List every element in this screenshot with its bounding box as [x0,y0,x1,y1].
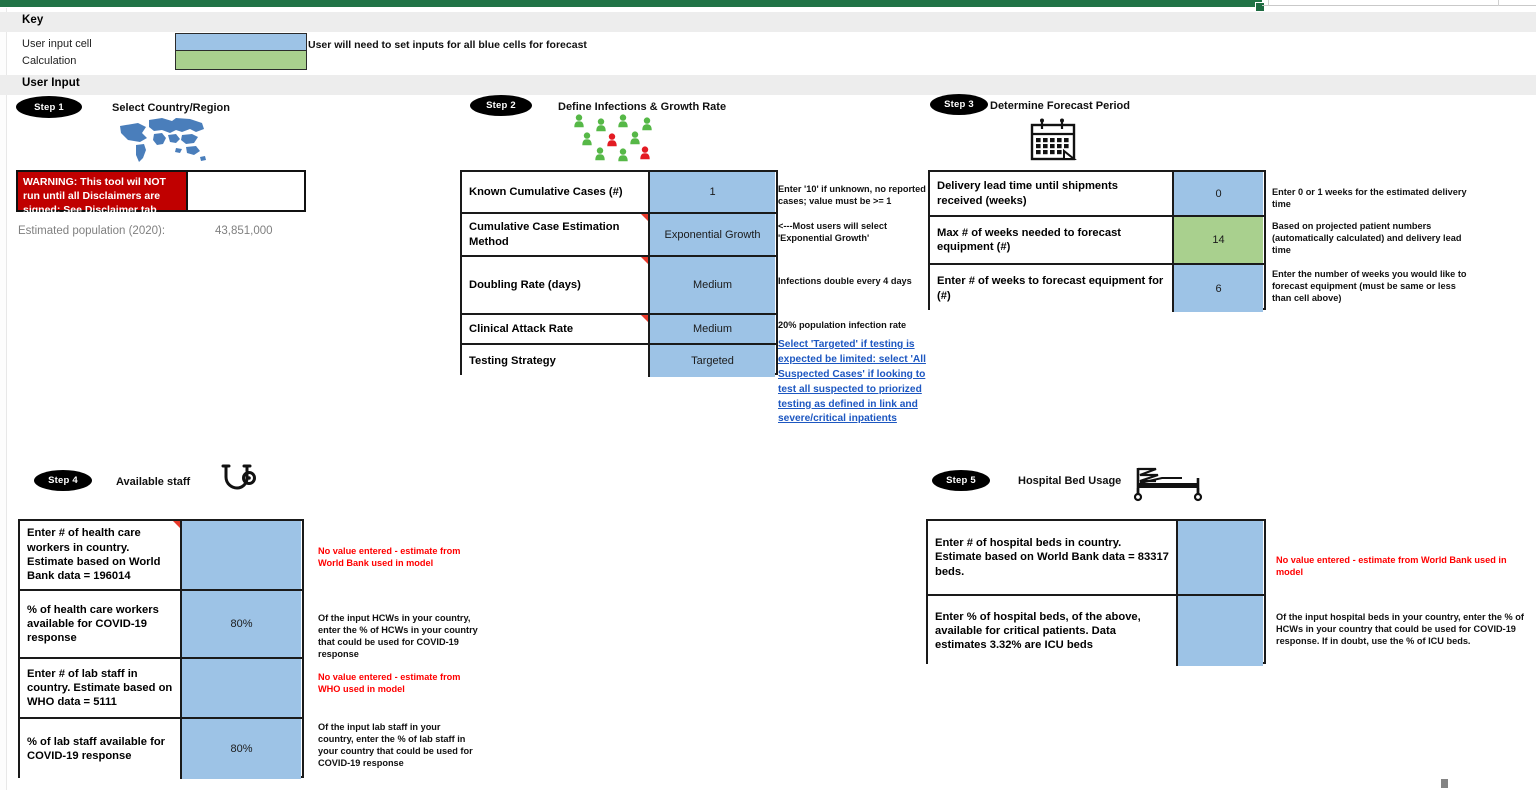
disclaimer-warning-text: WARNING: This tool wil NOT run until all Disclaimers are signed: See Disclaimer tab [18,172,186,210]
row-note: Enter '10' if unknown, no reported cases; value must be >= 1 [778,184,926,207]
row-note-link[interactable]: Select 'Targeted' if testing is expected be limited: select 'All Suspected Cases' if looking to test all suspected to priorized testing as defined in link and severe/critical inpatients [778,339,926,425]
step-2-pill[interactable] [470,95,532,116]
input-cell[interactable] [1178,596,1263,666]
row-note: Enter 0 or 1 weeks for the estimated delivery time [1272,187,1467,210]
step-3-pill[interactable] [930,94,988,115]
table-row [20,659,302,719]
key-note: User will need to set inputs for all blue cells for forecast [308,39,587,51]
step-2-input-table [460,170,778,375]
row-note: No value entered - estimate from World Bank used in model [318,546,461,569]
row-label: Enter # of health care workers in country. Estimate based on World Bank data = 196014 [20,521,182,589]
input-cell[interactable] [182,521,301,589]
table-row [462,315,776,345]
table-row [20,591,302,659]
step-5-pill[interactable] [932,470,990,491]
step-4-input-table [18,519,304,778]
input-cell[interactable]: Medium [650,257,775,313]
row-note: Of the input HCWs in your country, enter the % of HCWs in your country that could be used for COVID-19 response [318,613,478,660]
row-label: Clinical Attack Rate [462,315,650,343]
top-rule-tick-2 [1498,0,1499,6]
stethoscope-icon [218,462,260,504]
table-row [462,257,776,315]
table-row [928,521,1264,596]
row-label: Doubling Rate (days) [462,257,650,313]
country-select-cell[interactable] [186,172,304,210]
table-row [930,217,1264,265]
table-row [462,172,776,214]
row-label: Cumulative Case Estimation Method [462,214,650,255]
step-5-input-table [926,519,1266,664]
step-1-pill-label: Step 1 [34,101,64,113]
table-row [462,214,776,257]
step-4-pill[interactable] [34,470,92,491]
step-4-pill-label: Step 4 [48,475,78,486]
row-note: 20% population infection rate [778,320,907,330]
row-note: <---Most users will select 'Exponential Growth' [778,221,888,244]
step-3-title: Determine Forecast Period [990,100,1130,112]
comment-marker-icon[interactable] [641,315,648,322]
step-2-title: Define Infections & Growth Rate [558,101,727,113]
key-row-label-user-input-cell: User input cell [22,38,92,50]
user-input-heading: User Input [22,77,80,89]
row-note: Based on projected patient numbers (automatically calculated) and delivery lead time [1272,221,1462,256]
step-2-pill-label: Step 2 [486,100,516,111]
table-row [928,596,1264,666]
world-map-icon [116,114,208,166]
row-label: Delivery lead time until shipments received (weeks) [930,172,1174,215]
calendar-icon [1028,118,1078,162]
row-label: Enter # of hospital beds in country. Estimate based on World Bank data = 83317 beds. [928,521,1178,594]
input-cell[interactable]: 1 [650,172,775,212]
key-band [0,12,1536,32]
row-label: Max # of weeks needed to forecast equipment (#) [930,217,1174,263]
row-label: Enter % of hospital beds, of the above, available for critical patients. Data estimates 3.32% are ICU beds [928,596,1178,666]
input-cell[interactable]: 6 [1174,265,1263,312]
row-label: Enter # of weeks to forecast equipment for (#) [930,265,1174,312]
row-gutter [0,8,7,790]
step-5-pill-label: Step 5 [946,475,976,486]
comment-marker-icon[interactable] [641,257,648,264]
row-note: No value entered - estimate from WHO used in model [318,672,461,695]
step-3-input-table [928,170,1266,310]
step-3-pill-label: Step 3 [944,99,974,110]
user-input-band [0,75,1536,95]
table-row [462,345,776,377]
step-5-title: Hospital Bed Usage [1018,475,1122,487]
top-rule-tick-1 [1268,0,1269,6]
row-note: Of the input lab staff in your country, enter the % of lab staff in your country that could be used for COVID-19 response [318,722,473,769]
input-cell[interactable] [1178,521,1263,594]
table-row [930,265,1264,312]
row-note: Infections double every 4 days [778,276,912,286]
key-row-label-calculation: Calculation [22,55,77,67]
hospital-bed-icon [1132,464,1206,502]
infected-people-icon [568,113,666,165]
estimated-population-value: 43,851,000 [215,225,273,237]
selection-handle[interactable] [1255,2,1265,12]
table-row [20,719,302,779]
row-label: % of health care workers available for COVID-19 response [20,591,182,657]
estimated-population-label: Estimated population (2020): [18,225,166,237]
input-cell[interactable] [182,659,301,717]
row-label: Testing Strategy [462,345,650,377]
row-note: Enter the number of weeks you would like to forecast equipment (must be same or less than cell above) [1272,269,1467,304]
green-swatch-icon [175,50,307,70]
input-cell[interactable]: 80% [182,719,301,779]
table-row [930,172,1264,217]
input-cell[interactable]: 0 [1174,172,1263,215]
row-label: % of lab staff available for COVID-19 response [20,719,182,779]
input-cell[interactable]: Targeted [650,345,775,377]
bottom-right-artifact [1441,779,1448,788]
input-cell[interactable]: Exponential Growth [650,214,775,255]
step-1-title: Select Country/Region [112,102,230,114]
row-label: Enter # of lab staff in country. Estimate based on WHO data = 5111 [20,659,182,717]
green-selection-bar [0,0,1262,7]
input-cell[interactable]: Medium [650,315,775,343]
row-note: No value entered - estimate from World Bank used in model [1276,555,1507,578]
window-top-chrome [0,0,1536,8]
key-heading: Key [22,14,44,26]
row-label: Known Cumulative Cases (#) [462,172,650,212]
calculated-cell: 14 [1174,217,1263,263]
blue-swatch-icon [175,33,307,51]
comment-marker-icon[interactable] [641,214,648,221]
step-1-pill[interactable] [16,96,82,118]
input-cell[interactable]: 80% [182,591,301,657]
step-4-title: Available staff [116,476,191,488]
comment-marker-icon[interactable] [173,521,180,528]
top-rule [1262,5,1536,6]
table-row [20,521,302,591]
disclaimer-warning-box [16,170,306,216]
row-note: Of the input hospital beds in your country, enter the % of HCWs in your country that could be used for COVID-19 response. If in doubt, use the % of ICU beds. [1276,612,1524,647]
